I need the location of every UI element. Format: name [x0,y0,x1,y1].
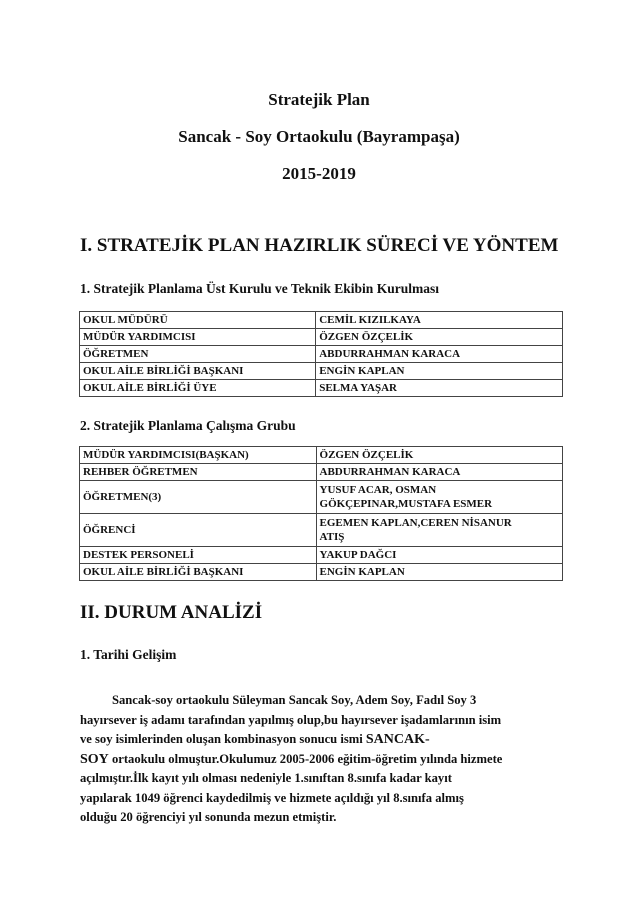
paragraph-line: yapılarak 1049 öğrenci kaydedilmiş ve hizmete açıldığı yıl 8.sınıfa almış [80,790,464,805]
table-row [80,447,563,464]
role-cell: MÜDÜR YARDIMCISI [80,329,316,346]
role-cell: ÖĞRETMEN(3) [80,481,317,514]
plan-period: 2015-2019 [282,164,356,183]
role-cell: OKUL AİLE BİRLİĞİ ÜYE [80,380,316,397]
role-cell: ÖĞRENCİ [80,514,317,547]
subsection-2-1-heading: 1. Tarihi Gelişim [80,647,177,662]
name-cell: ENGİN KAPLAN [316,363,563,380]
name-cell: YAKUP DAĞCI [316,547,562,564]
history-paragraph [80,691,560,828]
paragraph-line [80,730,560,750]
paragraph-text: ortaokulu olmuştur.Okulumuz 2005-2006 eğitim-öğretim yılında hizmete [108,751,503,766]
name-line: GÖKÇEPINAR,MUSTAFA ESMER [319,498,493,510]
paragraph-text: ve soy isimlerinden oluşan kombinasyon sonucu ismi [80,732,366,746]
paragraph-line: açılmıştır.İlk kayıt yılı olması nedeniyle 1.sınıftan 8.sınıfa kadar kayıt [80,771,452,785]
table-row [80,363,563,380]
plan-title: Stratejik Plan [268,90,370,109]
name-line: ATIŞ [319,531,345,543]
table-row [80,464,563,481]
paragraph-line [80,750,560,770]
name-cell [316,514,562,547]
subsection-1-2-heading: 2. Stratejik Planlama Çalışma Grubu [80,418,296,433]
table-row [80,564,563,581]
name-cell [316,481,562,514]
table-row [80,514,563,547]
school-name-emphasis: SOY [80,751,109,767]
paragraph-line: Sancak-soy ortaokulu Süleyman Sancak Soy, Adem Soy, Fadıl Soy 3 [112,693,477,707]
table-row [80,481,563,514]
working-group-table [79,446,563,581]
name-line: YUSUF ACAR, OSMAN [319,484,437,496]
table-row [80,547,563,564]
role-cell: DESTEK PERSONELİ [80,547,317,564]
paragraph-line: olduğu 20 öğrenciyi yıl sonunda mezun etmiştir. [80,810,337,824]
table-row [80,329,563,346]
paragraph-line: hayırsever iş adamı tarafından yapılmış olup,bu hayırsever işadamlarının isim [80,712,502,727]
role-cell: OKUL AİLE BİRLİĞİ BAŞKANI [80,363,316,380]
role-cell: MÜDÜR YARDIMCISI(BAŞKAN) [80,447,317,464]
table-row [80,346,563,363]
name-cell: ÖZGEN ÖZÇELİK [316,329,563,346]
name-cell: ABDURRAHMAN KARACA [316,464,562,481]
table-row [80,380,563,397]
committee-table [79,311,563,397]
name-cell: SELMA YAŞAR [316,380,563,397]
table-row [80,312,563,329]
role-cell: OKUL MÜDÜRÜ [80,312,316,329]
name-cell: CEMİL KIZILKAYA [316,312,563,329]
school-name: Sancak - Soy Ortaokulu (Bayrampaşa) [178,127,460,146]
name-cell: ENGİN KAPLAN [316,564,562,581]
role-cell: OKUL AİLE BİRLİĞİ BAŞKANI [80,564,317,581]
name-cell: ÖZGEN ÖZÇELİK [316,447,562,464]
subsection-1-1-heading: 1. Stratejik Planlama Üst Kurulu ve Teknik Ekibin Kurulması [80,281,439,296]
school-name-emphasis: SANCAK- [365,732,430,747]
section-2-heading: II. DURUM ANALİZİ [80,602,263,623]
section-1-heading: I. STRATEJİK PLAN HAZIRLIK SÜRECİ VE YÖNTEM [80,235,559,256]
role-cell: REHBER ÖĞRETMEN [80,464,317,481]
name-line: EGEMEN KAPLAN,CEREN NİSANUR [319,517,512,529]
name-cell: ABDURRAHMAN KARACA [316,346,563,363]
role-cell: ÖĞRETMEN [80,346,316,363]
